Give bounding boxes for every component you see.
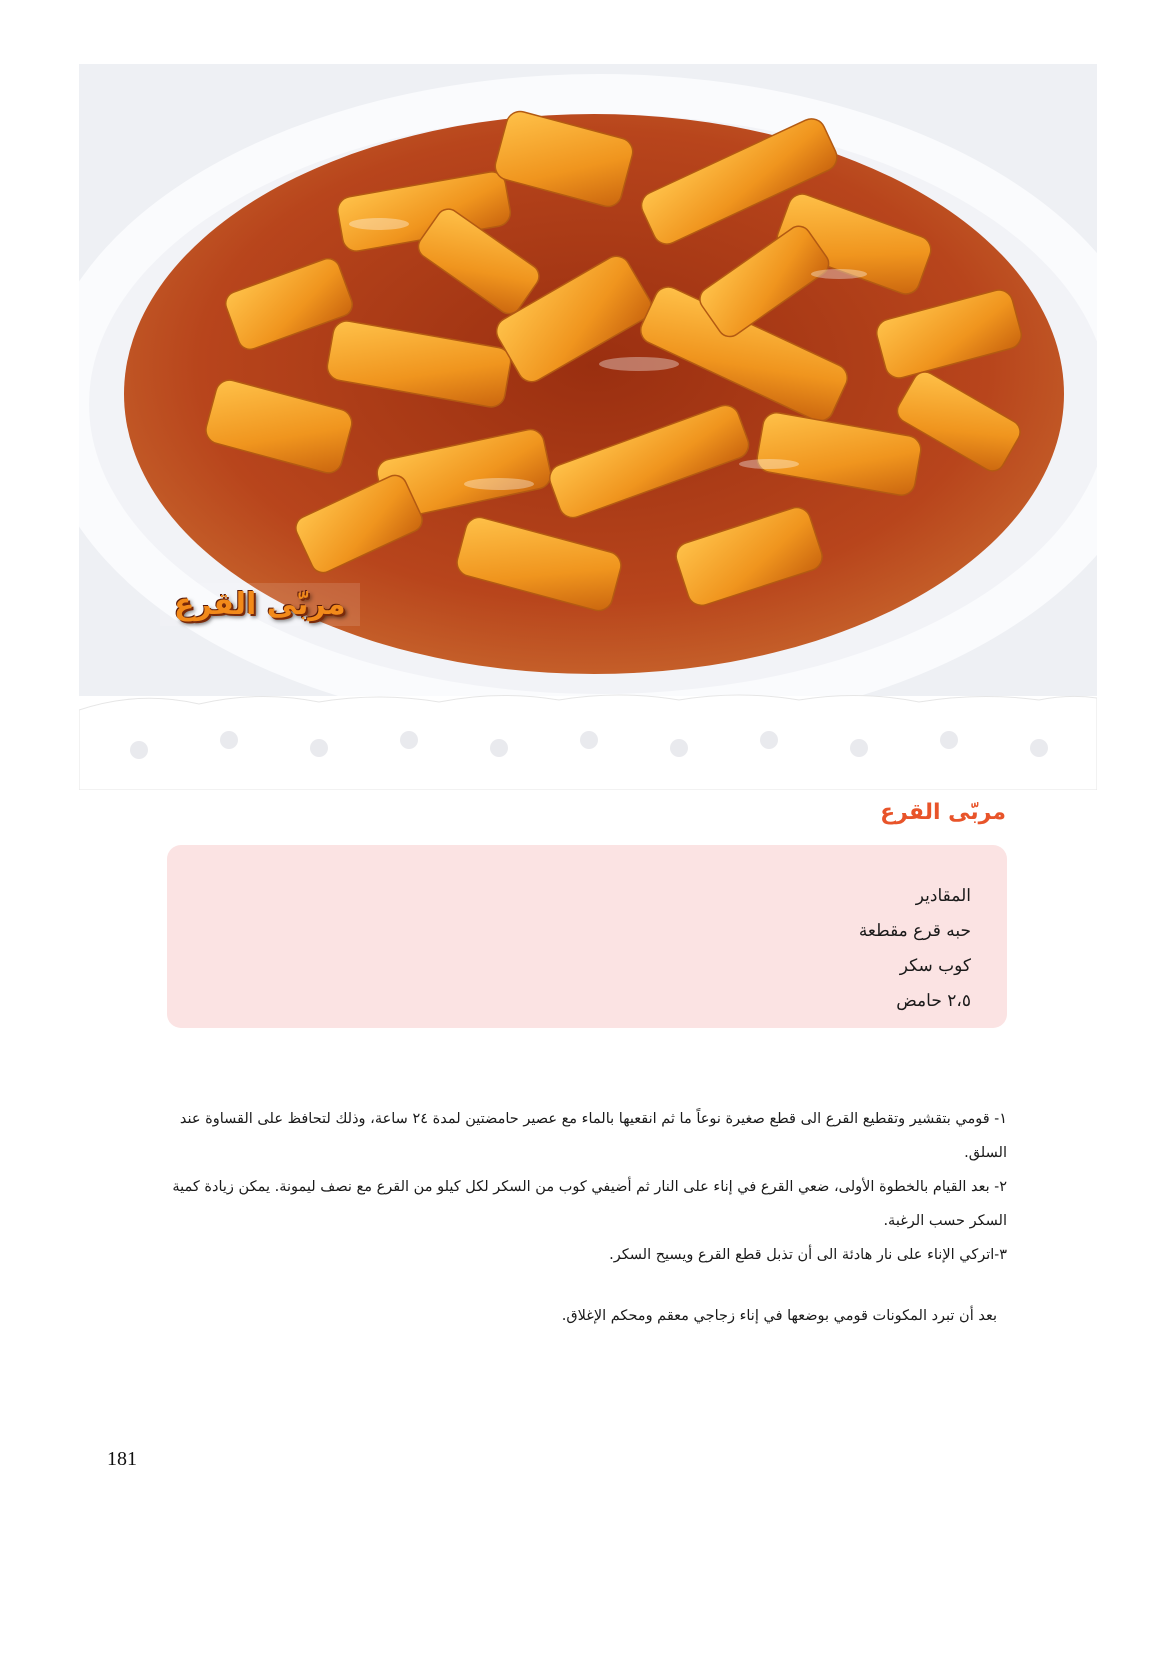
ingredient-item: ٢،٥ حامض xyxy=(896,991,971,1011)
step-item: ٣-اتركي الإناء على نار هادئة الى أن تذبل قطع القرع ويسيح السكر. xyxy=(609,1247,1007,1263)
ingredients-heading: المقادير xyxy=(915,886,971,906)
ingredient-item: كوب سكر xyxy=(899,956,971,976)
photo-overlay-title: مربّى القرع xyxy=(160,583,360,626)
page-number: 181 xyxy=(107,1448,137,1470)
closing-note: بعد أن تبرد المكونات قومي بوضعها في إناء زجاجي معقم ومحكم الإغلاق. xyxy=(561,1308,997,1324)
ingredients-box xyxy=(167,845,1007,1028)
recipe-title: مربّى القرع xyxy=(880,800,1006,825)
step-item: ١- قومي بتقشير وتقطيع القرع الى قطع صغيرة نوعاً ما ثم انقعيها بالماء مع عصير حامضتين لمدة ٢٤ ساعة، وذلك لتحافظ على القساوة عند السلق. xyxy=(179,1111,1007,1161)
ingredients-list xyxy=(859,879,971,1019)
lace-border-decoration xyxy=(79,690,1097,790)
step-item: ٢- بعد القيام بالخطوة الأولى، ضعي القرع في إناء على النار ثم أضيفي كوب من السكر لكل كيلو من القرع مع نصف ليمونة. يمكن زيادة كمية السكر حسب الرغبة. xyxy=(172,1179,1007,1229)
ingredient-item: حبه قرع مقطعة xyxy=(858,921,971,941)
steps-list xyxy=(167,1102,1007,1272)
